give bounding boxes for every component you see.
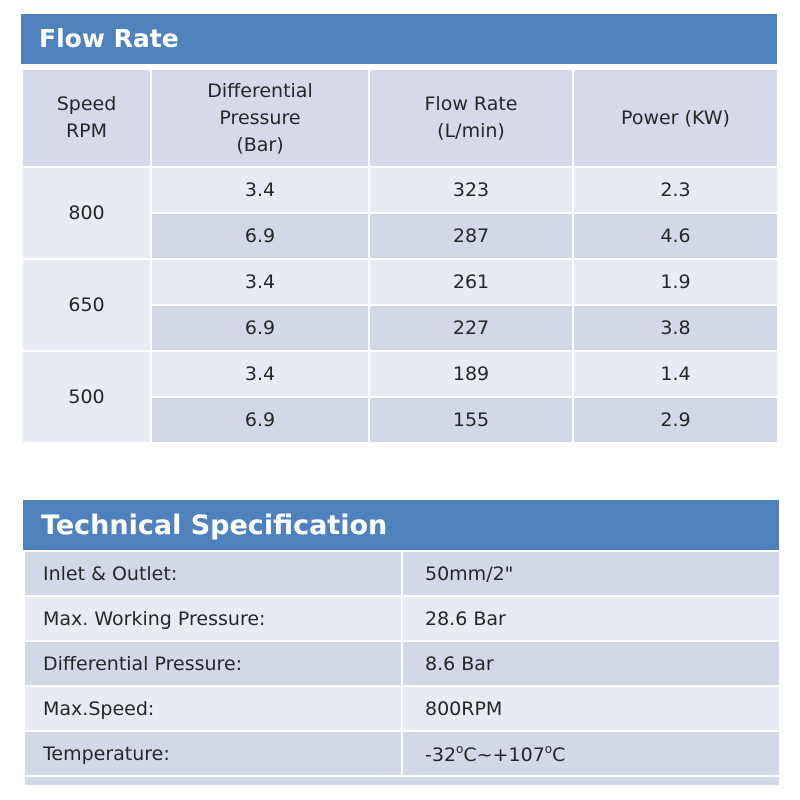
table-bottom-edge <box>23 777 779 785</box>
technical-spec-table <box>23 550 781 777</box>
header-flow-rate-label: Flow Rate <box>424 93 518 115</box>
header-pressure-label: Pressure <box>219 106 301 129</box>
table-row <box>22 167 778 213</box>
temperature-unit: C <box>463 743 477 766</box>
spec-label: Max. Working Pressure: <box>24 596 402 641</box>
spec-value: 50mm/2" <box>402 551 780 596</box>
spec-label: Differential Pressure: <box>24 641 402 686</box>
power-cell: 3.8 <box>573 305 778 351</box>
spec-label: Inlet & Outlet: <box>24 551 402 596</box>
degree-mark: o <box>544 741 553 756</box>
diff-pressure-cell: 6.9 <box>151 397 369 443</box>
technical-spec-title: Technical Specification <box>23 500 779 550</box>
speed-cell: 650 <box>22 259 151 351</box>
flow-rate-cell: 261 <box>369 259 573 305</box>
temperature-min-value: -32 <box>425 743 457 766</box>
diff-pressure-cell: 6.9 <box>151 305 369 351</box>
spec-value: 28.6 Bar <box>402 596 780 641</box>
spec-row-differential-pressure <box>24 641 780 686</box>
diff-pressure-cell: 3.4 <box>151 167 369 213</box>
spec-row-inlet-outlet <box>24 551 780 596</box>
temperature-unit: C <box>552 743 566 766</box>
flow-rate-cell: 189 <box>369 351 573 397</box>
flow-rate-title: Flow Rate <box>21 14 777 64</box>
power-cell: 2.3 <box>573 167 778 213</box>
spec-label: Temperature: <box>24 731 402 776</box>
power-cell: 1.9 <box>573 259 778 305</box>
flow-rate-cell: 323 <box>369 167 573 213</box>
flow-rate-header-row <box>22 69 778 167</box>
power-cell: 2.9 <box>573 397 778 443</box>
table-row <box>22 259 778 305</box>
diff-pressure-cell: 3.4 <box>151 351 369 397</box>
header-lmin-unit: (L/min) <box>437 120 505 142</box>
flow-rate-cell: 227 <box>369 305 573 351</box>
power-cell: 4.6 <box>573 213 778 259</box>
speed-cell: 500 <box>22 351 151 443</box>
diff-pressure-cell: 3.4 <box>151 259 369 305</box>
table-row <box>22 351 778 397</box>
diff-pressure-cell: 6.9 <box>151 213 369 259</box>
flow-rate-cell: 155 <box>369 397 573 443</box>
technical-spec-section <box>23 500 779 785</box>
header-power <box>573 69 778 167</box>
header-speed-rpm <box>22 69 151 167</box>
temperature-separator: ~ <box>476 743 493 766</box>
header-speed-label: Speed <box>56 93 117 115</box>
flow-rate-cell: 287 <box>369 213 573 259</box>
spec-label: Max.Speed: <box>24 686 402 731</box>
header-flow-rate <box>369 69 573 167</box>
spec-value-temperature <box>402 731 780 776</box>
temperature-max-value: +107 <box>492 743 545 766</box>
speed-cell: 800 <box>22 167 151 259</box>
header-bar-unit: (Bar) <box>236 133 284 156</box>
flow-rate-section <box>21 14 777 444</box>
spec-value: 8.6 Bar <box>402 641 780 686</box>
spec-row-temperature <box>24 731 780 776</box>
header-rpm-label: RPM <box>65 120 108 142</box>
flow-rate-table <box>21 68 779 444</box>
power-cell: 1.4 <box>573 351 778 397</box>
header-differential-label: Differential <box>207 79 313 102</box>
header-power-label: Power (KW) <box>621 106 730 129</box>
header-differential-pressure <box>151 69 369 167</box>
spec-row-max-working-pressure <box>24 596 780 641</box>
spec-value: 800RPM <box>402 686 780 731</box>
spec-row-max-speed <box>24 686 780 731</box>
degree-mark: o <box>456 741 464 756</box>
